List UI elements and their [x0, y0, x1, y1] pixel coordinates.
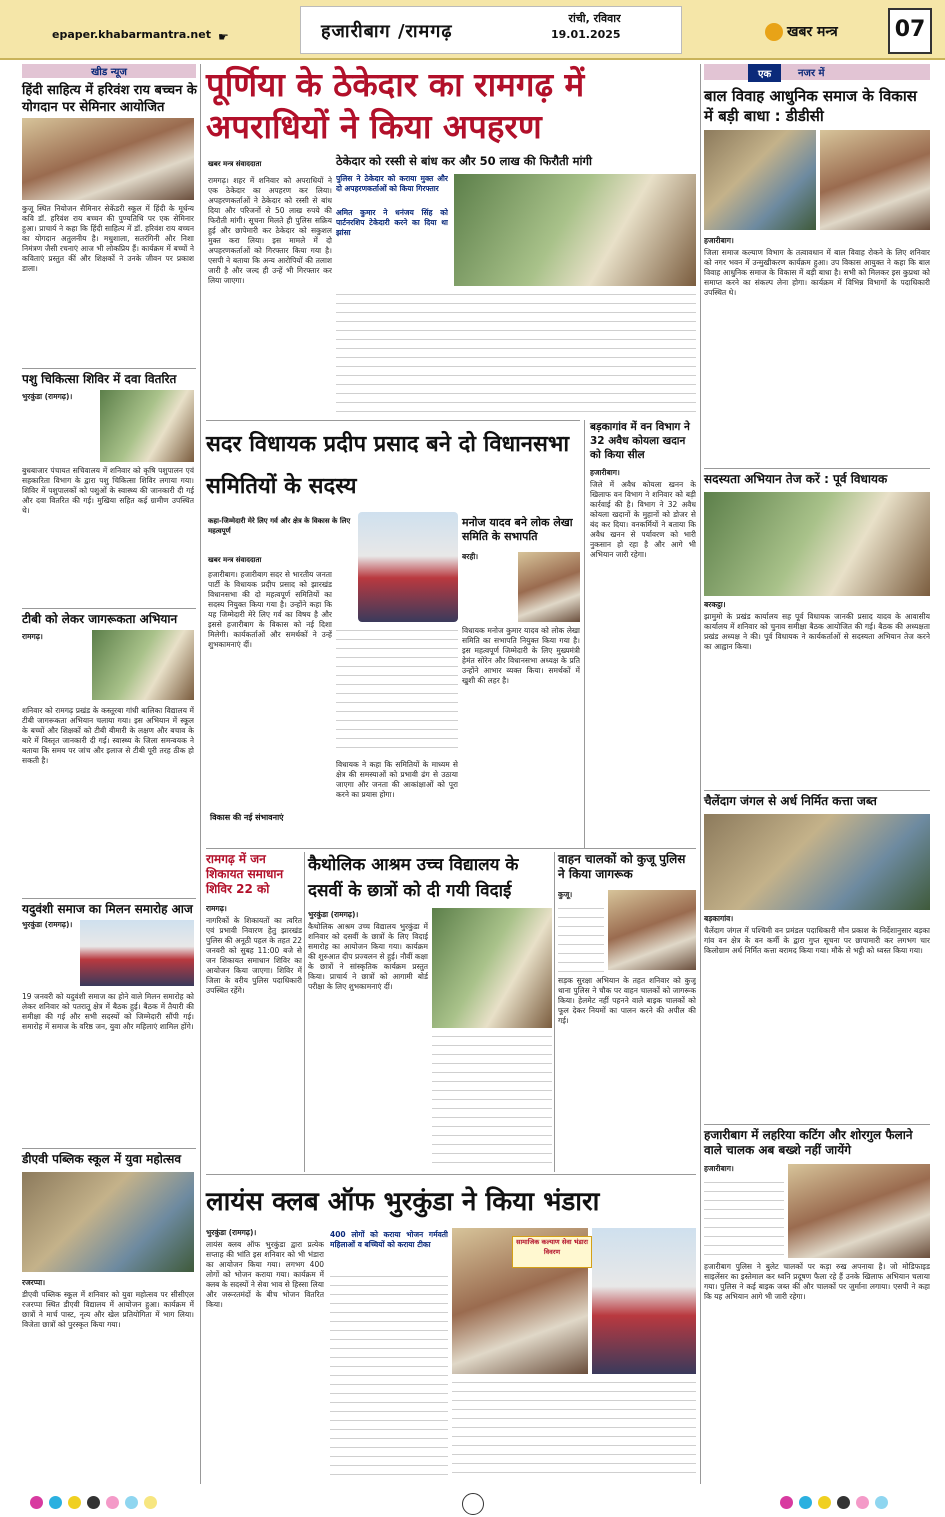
left-story1-headline[interactable]: हिंदी साहित्य में हरिवंश राय बच्चन के योगदान पर सेमिनार आयोजित — [22, 83, 197, 115]
right-story2-headline[interactable]: सदस्यता अभियान तेज करें : पूर्व विधायक — [704, 472, 888, 486]
brand-logo[interactable] — [765, 22, 838, 41]
janshikayat-headline[interactable]: रामगढ़ में जन शिकायत समाधान शिविर 22 को — [206, 852, 284, 896]
lead-bullets — [336, 174, 448, 248]
right-story3-body: चैलेंदाग जंगल में पश्चिमी वन प्रमंडल पदाधिकारी मौन प्रकाश के निर्देशानुसार बड़का गांव वन क्षेत्र के वन कर्मी के द्वारा गुप्त सूचना पर छापामारी कर लगभग चार किलोग्राम अर्ध निर्मित कत्ता बरामद किया गया। मौके से भट्ठी को ध्वस्त किया गया। — [704, 926, 930, 955]
catholic-body-col2 — [432, 1032, 552, 1166]
divider — [206, 420, 580, 421]
mla-body-col2 — [336, 626, 458, 756]
lions-dateline: भुरकुंडा (रामगढ़)। — [206, 1228, 257, 1237]
janshikayat-dateline: रामगढ़। — [206, 904, 227, 913]
column-rule — [200, 64, 201, 1484]
left-story2-headline[interactable]: पशु चिकित्सा शिविर में दवा वितरित — [22, 372, 177, 386]
lead-police-photo — [454, 174, 696, 286]
vahan-photo — [608, 890, 696, 970]
coal-headline[interactable]: बड़कागांव में वन विभाग ने 32 अवैध कोयला खदान को किया सील — [590, 421, 690, 461]
tag-ek: एक — [748, 64, 781, 82]
vahan-headline[interactable]: वाहन चालकों को कुजू पुलिस ने किया जागरूक — [558, 852, 686, 881]
color-dots-left — [30, 1496, 157, 1509]
right-story4-intro — [704, 1178, 784, 1258]
tb-awareness-photo — [92, 630, 194, 700]
ddc-photo-2 — [820, 130, 930, 230]
vet-camp-photo — [100, 390, 194, 462]
mla-headline[interactable]: सदर विधायक प्रदीप प्रसाद बने दो विधानसभा समितियों के सदस्य — [206, 432, 570, 499]
left-story3-body: शनिवार को रामगढ़ प्रखंड के कस्तूरबा गांधी बालिका विद्यालय में टीबी जागरूकता अभियान चलाया गया। इस अभियान में स्कूल के बच्चों और शिक्षकों को टीबी बीमारी के लक्षण और बचाव के बारे में विस्तृत जानकारी दी गई। स्वास्थ्य के जिला समन्वयक ने बताया कि समय पर जांच और इलाज से टीबी पूरी तरह ठीक हो सकती है। — [22, 706, 194, 765]
lions-caption-text — [452, 1378, 696, 1480]
right-story1-headline[interactable]: बाल विवाह आधुनिक समाज के विकास में बड़ी बाधा : डीडीसी — [704, 87, 917, 125]
divider — [22, 368, 196, 369]
lead-subhead: ठेकेदार को रस्सी से बांध कर और 50 लाख की फिरौती मांगी — [336, 154, 592, 168]
column-rule — [304, 852, 305, 1172]
left-story3-dateline: रामगढ़। — [22, 632, 43, 641]
hand-icon: ☛ — [218, 30, 229, 44]
left-story4-headline[interactable]: यदुवंशी समाज का मिलन समारोह आज — [22, 902, 193, 916]
lead-body-continued — [336, 290, 696, 414]
bullet-bike-photo — [788, 1164, 930, 1258]
coal-body: जिले में अवैध कोयला खनन के खिलाफ वन विभाग ने शनिवार को बड़ी कार्रवाई की है। विभाग ने 32 अवैध कोयला खदानों के मुहानों को डोजर से बंद कर दिया। वनकर्मियों ने बताया कि अवैध खनन से पर्यावरण को भारी नुकसान हो रहा है और आगे भी अभियान जारी रहेगा। — [590, 480, 696, 559]
vahan-dateline: कुजू। — [558, 890, 573, 899]
janshikayat-body: नागरिकों के शिकायतों का त्वरित एवं प्रभावी निवारण हेतु झारखंड पुलिस की अनूठी पहल के तहत 22 जनवरी को सुबह 11:00 बजे से जन शिकायत समाधान शिविर का आयोजन किया जाएगा। शिविर में जिला के वरीय पुलिस पदाधिकारी उपस्थित रहेंगे। — [206, 916, 302, 995]
right-story3-dateline: बड़कागांव। — [704, 914, 734, 923]
date-block — [551, 11, 621, 43]
manoj-body-intro — [462, 564, 514, 624]
catholic-body: कैथोलिक आश्रम उच्च विद्यालय भुरकुंडा में शनिवार को दसवीं के छात्रों के लिए विदाई समारोह का आयोजन किया गया। कार्यक्रम की शुरुआत दीप प्रज्वलन से हुई। नौवीं कक्षा के छात्रों ने सांस्कृतिक कार्यक्रम प्रस्तुत किया। प्राचार्य ने छात्रों को आगामी बोर्ड परीक्षा के लिए शुभकामनाएं दीं। — [308, 922, 428, 991]
lead-body-col1: रामगढ़। शहर में शनिवार को अपराधियों ने एक ठेकेदार का अपहरण कर लिया। अपहरणकर्ताओं ने ठेकेदार को रस्सी से बांध दिया और परिजनों से 50 लाख रुपये की फिरौती मांगी। सूचना मिलते ही पुलिस सक्रिय हुई और छापेमारी कर ठेकेदार को सकुशल मुक्त करा लिया। इस मामले में दो अपहरणकर्ताओं को गिरफ्तार किया गया है। एसपी ने बताया कि अन्य आरोपियों की तलाश जारी है और जल्द ही उन्हें भी गिरफ्तार कर लिया जाएगा। — [208, 176, 332, 285]
divider — [206, 1174, 696, 1175]
print-registration-bar — [0, 1490, 945, 1517]
tag-nazar: नजर में — [798, 68, 825, 79]
right-story4-headline[interactable]: हजारीबाग में लहरिया कटिंग और शोरगुल फैलाने वाले चालक अब बख्शे नहीं जायेंगे — [704, 1128, 913, 1157]
divider — [22, 898, 196, 899]
vahan-body-intro — [558, 904, 604, 972]
mla-sub-body: विधायक ने कहा कि समितियों के माध्यम से क्षेत्र की समस्याओं को प्रभावी ढंग से उठाया जाएगा और जनता की आकांक्षाओं को पूरा करने का प्रयास होगा। — [336, 760, 458, 799]
lions-body-col2 — [330, 1272, 448, 1480]
logo-icon — [765, 23, 783, 41]
lead-headline[interactable]: पूर्णिया के ठेकेदार का रामगढ़ में अपराधियों ने किया अपहरण — [206, 65, 585, 146]
left-story4-body: 19 जनवरी को यदुवंशी समाज का होने वाले मिलन समारोह को लेकर शनिवार को पतरातू क्षेत्र में बैठक हुई। बैठक में तैयारी की समीक्षा की गई और सभी सदस्यों को जिम्मेदारी सौंपी गई। समारोह में समाज के वरिष्ठ जन, युवा और महिलाएं शामिल होंगे। — [22, 992, 194, 1031]
right-story2-body: झामुमो के प्रखंड कार्यालय सह पूर्व विधायक जानकी प्रसाद यादव के आवासीय कार्यालय में शनिवार को चुनाव समीक्षा बैठक आयोजित की गई। बैठक की अध्यक्षता प्रखंड अध्यक्ष ने की। पूर्व विधायक ने कार्यकर्ताओं से सदस्यता अभियान तेज करने का आह्वान किया। — [704, 612, 930, 651]
dav-festival-photo — [22, 1172, 194, 1272]
left-story2-body: बुधबाजार पंचायत सचिवालय में शनिवार को कृषि पशुपालन एवं सहकारिता विभाग के द्वारा पशु चिकित्सा शिविर लगाया गया। शिविर में पशुपालकों को पशुओं के स्वास्थ्य की जानकारी दी गई और दवा वितरित की गई। मुखिया सहित कई ग्रामीण उपस्थित थे। — [22, 466, 194, 515]
vahan-body: सड़क सुरक्षा अभियान के तहत शनिवार को कुजू थाना पुलिस ने चौक पर वाहन चालकों को जागरूक किया। हेलमेट नहीं पहनने वाले बाइक चालकों को फूल देकर नियमों का पालन करने की अपील की गई। — [558, 976, 696, 1025]
lions-body: लायंस क्लब ऑफ भुरकुंडा द्वारा प्रत्येक सप्ताह की भांति इस शनिवार को भी भंडारा का आयोजन किया गया। लगभग 400 लोगों को भोजन कराया गया। कार्यक्रम में क्लब के सदस्यों ने सेवा भाव से हिस्सा लिया और जरूरतमंदों के बीच भोजन वितरित किया। — [206, 1240, 324, 1309]
left-story1-body: कुजू स्थित नियोजन सैमिनार सेकेंडरी स्कूल में हिंदी के मूर्धन्य कवि डॉ. हरिवंश राय बच्चन की पुण्यतिथि पर एक सेमिनार हुआ। प्राचार्य ने कहा कि हिंदी साहित्य में डॉ. हरिवंश राय बच्चन का योगदान अतुलनीय है। मधुशाला, सतरंगिनी और निशा निमंत्रण जैसी रचनाएं आज भी लोकप्रिय हैं। कार्यक्रम में बच्चों ने कविताएं प्रस्तुत कीं और शिक्षकों ने उनके जीवन पर प्रकाश डाला। — [22, 204, 194, 273]
divider — [22, 608, 196, 609]
right-story4-body: हजारीबाग पुलिस ने बुलेट चालकों पर कड़ा रुख अपनाया है। जो मोडिफाइड साइलेंसर का इस्तेमाल कर ध्वनि प्रदूषण फैला रहे हैं उनके खिलाफ अभियान चलाया गया। पुलिस ने कई बाइक जब्त कीं और चालकों पर जुर्माना लगाया। एसपी ने कहा कि यह अभियान आगे भी जारी रहेगा। — [704, 1262, 930, 1301]
divider — [704, 468, 930, 469]
left-story3-headline[interactable]: टीबी को लेकर जागरूकता अभियान — [22, 612, 178, 626]
manoj-headline[interactable]: मनोज यादव बने लोक लेखा समिति के सभापति — [462, 516, 573, 543]
lions-photo-banner: सामाजिक कल्याण सेवा भंडारा विवरण — [512, 1236, 592, 1268]
ek-nazar-banner — [704, 64, 930, 80]
color-dots-right — [780, 1496, 888, 1509]
right-story1-dateline: हजारीबाग। — [704, 236, 734, 245]
divider — [206, 848, 696, 849]
lions-headline[interactable]: लायंस क्लब ऑफ भुरकुंडा ने किया भंडारा — [206, 1187, 600, 1217]
section-tag: खीड न्यूज — [22, 64, 196, 78]
right-story3-headline[interactable]: चैलेंदाग जंगल से अर्ध निर्मित कत्ता जब्त — [704, 794, 877, 808]
catholic-headline[interactable]: कैथोलिक आश्रम उच्च विद्यालय के दसवीं के छात्रों को दी गयी विदाई — [308, 855, 519, 901]
seminar-photo — [22, 118, 194, 200]
left-story2-dateline: भुरकुंडा (रामगढ़)। — [22, 392, 73, 401]
membership-photo — [704, 492, 930, 596]
lions-bullet: 400 लोगों को कराया भोजन गर्मवती महिलाओं व बच्चियों को कराया टीका — [330, 1230, 448, 1249]
mla-body: हजारीबाग। हजारीबाग सदर से भारतीय जनता पार्टी के विधायक प्रदीप प्रसाद को झारखंड विधानसभा की दो महत्वपूर्ण समितियों का सदस्य नियुक्त किया गया है। उन्होंने कहा कि यह जिम्मेदारी मेरे लिए गर्व का विषय है और इससे हजारीबाग के विकास को नई दिशा मिलेगी। कार्यकर्ताओं और समर्थकों ने उन्हें शुभकामनाएं दीं। — [208, 570, 332, 649]
left-story5-headline[interactable]: डीएवी पब्लिक स्कूल में युवा महोत्सव — [22, 1152, 182, 1166]
mla-byline: खबर मन्त्र संवाददाता — [208, 556, 262, 564]
catholic-dateline: भुरकुंडा (रामगढ़)। — [308, 910, 359, 919]
column-rule — [554, 852, 555, 1172]
katha-seizure-photo — [704, 814, 930, 910]
left-story5-dateline: रजरप्पा। — [22, 1278, 46, 1287]
lead-bullet-1: पुलिस ने ठेकेदार को कराया मुक्त और दो अपहरणकर्ताओं को किया गिरफ्तार — [336, 174, 448, 193]
manoj-dateline: बरही। — [462, 552, 479, 561]
ddc-photo-1 — [704, 130, 816, 230]
lions-photo-2 — [592, 1228, 696, 1374]
divider — [704, 1124, 930, 1125]
registration-mark-icon — [462, 1493, 484, 1515]
manoj-body: विधायक मनोज कुमार यादव को लोक लेखा समिति का सभापति नियुक्त किया गया है। इस महत्वपूर्ण जिम्मेदारी के लिए मुख्यमंत्री हेमंत सोरेन और विधानसभा अध्यक्ष के प्रति उन्होंने आभार व्यक्त किया। समर्थकों में खुशी की लहर है। — [462, 626, 580, 685]
yaduvanshi-photo — [80, 920, 194, 986]
lead-byline: खबर मन्त्र संवाददाता — [208, 160, 262, 168]
manoj-portrait — [518, 552, 580, 622]
coal-dateline: हजारीबाग। — [590, 468, 620, 477]
mla-subhead: विकास की नई संभावनाएं — [210, 813, 284, 822]
right-story1-body: जिला समाज कल्याण विभाग के तत्वावधान में बाल विवाह रोकने के लिए शनिवार को नगर भवन में उन्मुखीकरण कार्यक्रम हुआ। उप विकास आयुक्त ने कहा कि बाल विवाह आधुनिक समाज के विकास में बड़ी बाधा है। सभी को मिलकर इस कुप्रथा को समाप्त करने का संकल्प लेना होगा। कार्यक्रम में विभिन्न विभागों के पदाधिकारी उपस्थित थे। — [704, 248, 930, 297]
site-url[interactable]: epaper.khabarmantra.net — [52, 28, 211, 41]
column-rule — [700, 64, 701, 1484]
right-story4-dateline: हजारीबाग। — [704, 1164, 734, 1173]
masthead-bar — [0, 0, 945, 60]
logo-text: खबर मन्त्र — [787, 24, 838, 40]
left-story4-dateline: भुरकुंडा (रामगढ़)। — [22, 920, 73, 929]
column-rule — [584, 420, 585, 848]
mla-portrait — [358, 512, 458, 622]
page-number: 07 — [888, 8, 932, 54]
right-story2-dateline: बरकट्ठा। — [704, 600, 726, 609]
divider — [22, 1148, 196, 1149]
edition-title: हजारीबाग /रामगढ़ — [321, 21, 453, 42]
city-day: रांची, रविवार — [568, 12, 621, 25]
issue-date: 19.01.2025 — [551, 28, 621, 41]
mla-caption: कहा-जिम्मेदारी मेरे लिए गर्व और क्षेत्र के विकास के लिए महत्वपूर्ण — [208, 517, 351, 535]
divider — [704, 790, 930, 791]
left-story5-body: डीएवी पब्लिक स्कूल में शनिवार को युवा महोत्सव पर सीसीएल रजरप्पा स्थित डीएवी विद्यालय में आयोजन हुआ। कार्यक्रम में छात्रों ने मार्च पास्ट, नृत्य और खेल प्रतियोगिता में भाग लिया। विजेता छात्रों को पुरस्कृत किया गया। — [22, 1290, 194, 1329]
farewell-photo — [432, 908, 552, 1028]
edition-box — [300, 6, 682, 54]
lead-bullet-2: अमित कुमार ने धनंजय सिंह को पार्टनरशिप टेकेदारी करने का दिया था झांसा — [336, 208, 448, 237]
